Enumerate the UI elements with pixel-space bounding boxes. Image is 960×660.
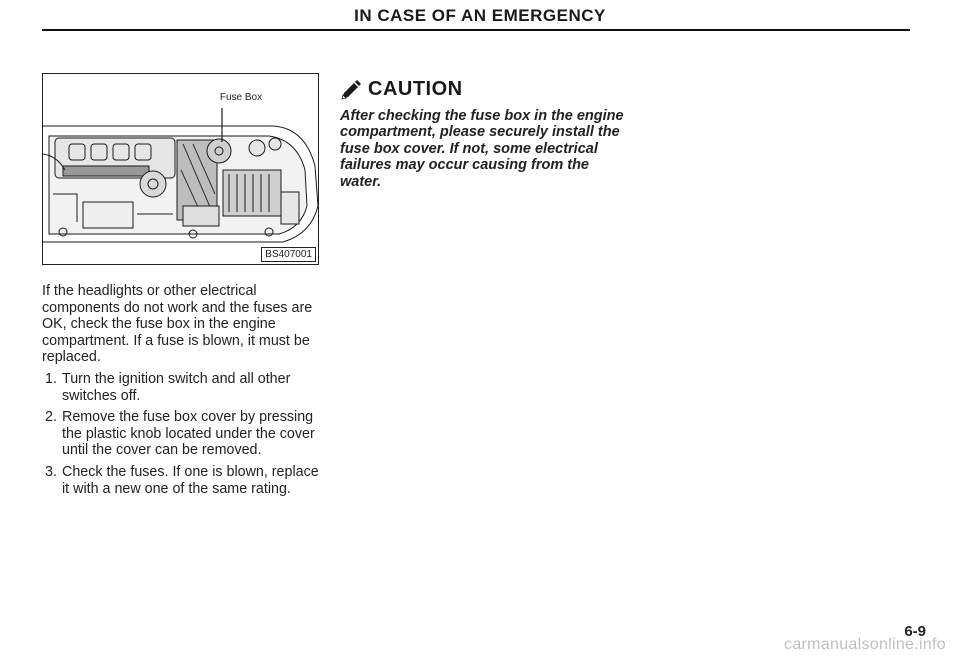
caution-text: After checking the fuse box in the engine compartment, please securely install the fuse box cover. If not, some electrical failures may occur causing from the water. (340, 108, 624, 190)
caution-title: CAUTION (368, 78, 463, 100)
page-title: IN CASE OF AN EMERGENCY (354, 6, 606, 25)
header-rule (42, 29, 910, 31)
intro-paragraph: If the headlights or other electrical components do not work and the fuses are OK, check the fuse box in the engine compartment. If a fuse is blown, it must be replaced. (42, 283, 313, 366)
watermark: carmanualsonline.info (784, 636, 946, 653)
page-number: 6-9 (904, 623, 926, 640)
step-number: 2. (45, 409, 57, 426)
fuse-box-callout: Fuse Box (219, 92, 263, 103)
list-item (42, 371, 328, 404)
list-item (42, 409, 328, 459)
instructions (42, 283, 328, 502)
caution-heading (340, 78, 630, 101)
step-text: Remove the fuse box cover by pressing the plastic knob located under the cover until the cover can be removed. (62, 409, 315, 459)
caution-pen-icon (340, 79, 362, 101)
figure-code: BS407001 (261, 247, 316, 262)
steps-list (42, 371, 328, 497)
step-number: 3. (45, 463, 57, 480)
list-item (42, 464, 328, 497)
engine-compartment-figure (42, 73, 319, 265)
step-text: Turn the ignition switch and all other switches off. (62, 370, 291, 404)
step-text: Check the fuses. If one is blown, replace it with a new one of the same rating. (62, 463, 319, 497)
step-number: 1. (45, 370, 57, 387)
caution-box (340, 78, 630, 190)
